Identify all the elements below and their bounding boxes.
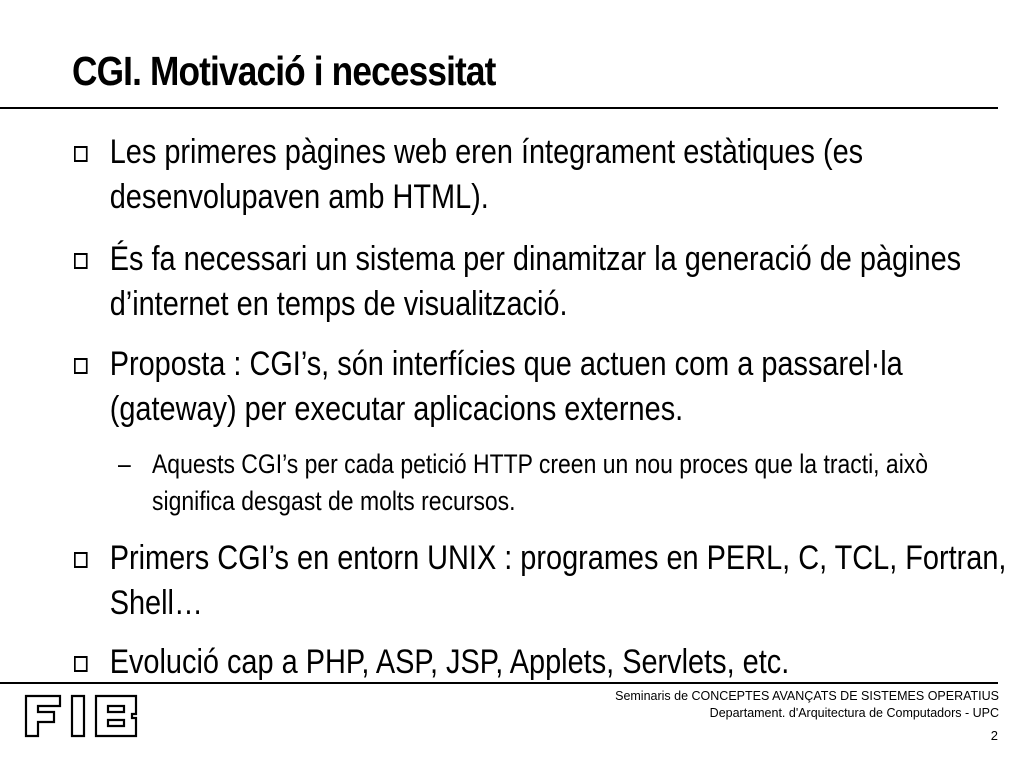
sub-bullet-text: Aquests CGI’s per cada petició HTTP creen un nou proces que la tracti, això significa desgast de molts recursos. (152, 449, 929, 516)
footer-divider (0, 682, 998, 684)
footer-department: Departament. d'Arquitectura de Computadors - UPC (709, 706, 999, 720)
dash-bullet: – (118, 449, 131, 479)
slide-title: CGI. Motivació i necessitat (72, 48, 496, 94)
fib-logo (24, 694, 142, 738)
bullet-item-5 (74, 640, 1009, 685)
bullet-text: Evolució cap a PHP, ASP, JSP, Applets, Servlets, etc. (109, 643, 790, 681)
page-number: 2 (990, 728, 998, 743)
bullet-text: Les primeres pàgines web eren íntegrament estàtiques (es desenvolupaven amb HTML). (109, 133, 864, 216)
square-bullet-icon (74, 358, 88, 374)
bullet-text: Proposta : CGI’s, són interfícies que actuen com a passarel·la (gateway) per executar aplicacions externes. (109, 345, 903, 428)
bullet-text: És fa necessari un sistema per dinamitzar la generació de pàgines d’internet en temps de visualització. (109, 240, 962, 323)
bullet-item-4 (74, 536, 1009, 626)
bullet-item-2 (74, 237, 1009, 327)
bullet-text: Primers CGI’s en entorn UNIX : programes en PERL, C, TCL, Fortran, Shell… (109, 539, 1007, 622)
square-bullet-icon (74, 146, 88, 162)
square-bullet-icon (74, 253, 88, 269)
footer-seminar: Seminaris de CONCEPTES AVANÇATS DE SISTEMES OPERATIUS (615, 689, 999, 703)
square-bullet-icon (74, 552, 88, 568)
sub-bullet-item-1 (118, 446, 968, 520)
bullet-item-3 (74, 342, 1009, 432)
title-divider (0, 107, 998, 109)
square-bullet-icon (74, 656, 88, 672)
bullet-item-1 (74, 130, 1009, 220)
